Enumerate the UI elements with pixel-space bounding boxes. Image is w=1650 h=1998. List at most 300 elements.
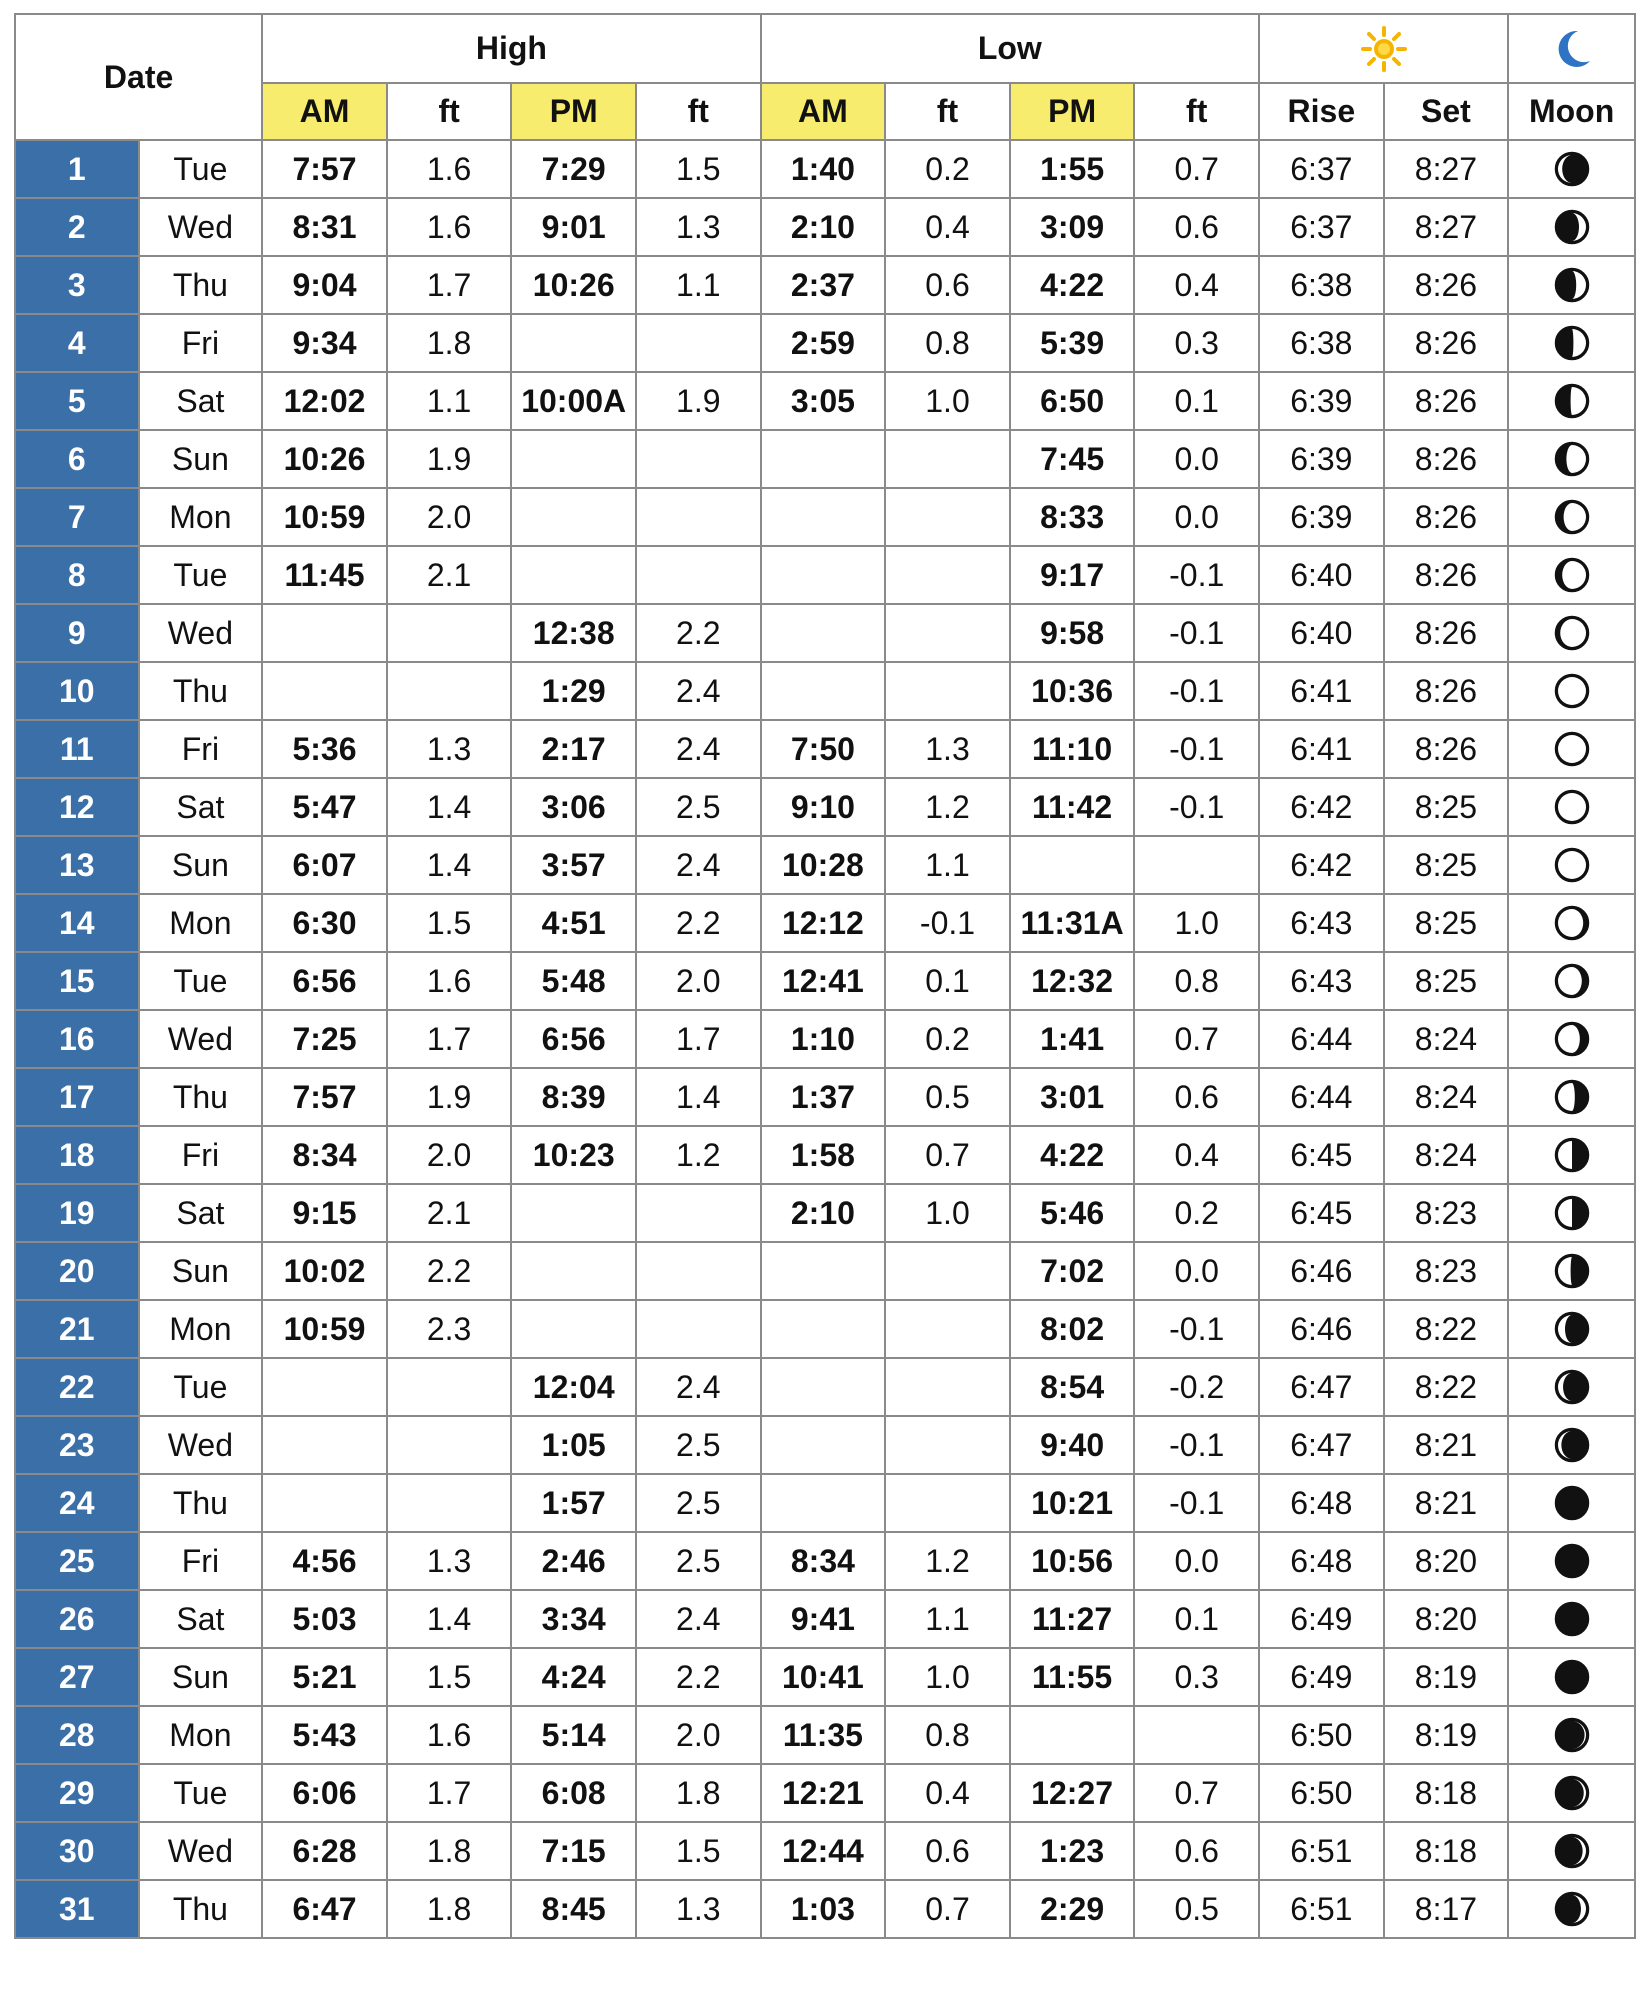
- sunset-time: 8:20: [1384, 1590, 1509, 1648]
- sunset-time: 8:27: [1384, 198, 1509, 256]
- high-am-time: [262, 604, 387, 662]
- low-pm-height: 0.5: [1134, 1880, 1259, 1938]
- low-am-time: 2:10: [761, 198, 886, 256]
- sunrise-time: 6:48: [1259, 1474, 1384, 1532]
- low-am-time: [761, 1300, 886, 1358]
- moon-phase-cell: [1508, 1126, 1635, 1184]
- moon-phase-icon: [1509, 1657, 1634, 1697]
- sunrise-time: 6:41: [1259, 720, 1384, 778]
- low-am-time: 11:35: [761, 1706, 886, 1764]
- high-am-height: 1.6: [387, 140, 512, 198]
- high-am-time: 5:03: [262, 1590, 387, 1648]
- low-am-time: [761, 1416, 886, 1474]
- low-pm-time: [1010, 836, 1135, 894]
- crescent-moon-icon: [1509, 27, 1634, 71]
- weekday: Sat: [139, 778, 263, 836]
- day-number: 27: [15, 1648, 139, 1706]
- moon-phase-cell: [1508, 1184, 1635, 1242]
- low-am-time: 2:37: [761, 256, 886, 314]
- high-pm-time: 1:05: [511, 1416, 636, 1474]
- low-am-height: 0.8: [885, 1706, 1010, 1764]
- low-am-time: 1:10: [761, 1010, 886, 1068]
- sunrise-time: 6:47: [1259, 1358, 1384, 1416]
- sunset-time: 8:26: [1384, 604, 1509, 662]
- high-am-time: 7:25: [262, 1010, 387, 1068]
- low-pm-time: 9:40: [1010, 1416, 1135, 1474]
- sunrise-time: 6:48: [1259, 1532, 1384, 1590]
- low-pm-height: -0.2: [1134, 1358, 1259, 1416]
- low-am-time: 7:50: [761, 720, 886, 778]
- low-pm-height: -0.1: [1134, 778, 1259, 836]
- high-am-height: 1.3: [387, 720, 512, 778]
- low-am-height: [885, 488, 1010, 546]
- low-pm-time: 4:22: [1010, 1126, 1135, 1184]
- low-am-time: [761, 488, 886, 546]
- high-am-height: 1.8: [387, 314, 512, 372]
- day-number: 4: [15, 314, 139, 372]
- low-am-time: 3:05: [761, 372, 886, 430]
- moon-phase-cell: [1508, 952, 1635, 1010]
- high-am-time: 6:30: [262, 894, 387, 952]
- moon-phase-icon: [1509, 149, 1634, 189]
- low-pm-height: -0.1: [1134, 720, 1259, 778]
- high-am-time: 7:57: [262, 1068, 387, 1126]
- table-row: [15, 1300, 1635, 1358]
- high-am-height: [387, 1416, 512, 1474]
- sunrise-time: 6:46: [1259, 1242, 1384, 1300]
- sunrise-time: 6:38: [1259, 256, 1384, 314]
- low-pm-time: 3:09: [1010, 198, 1135, 256]
- high-pm-height: 2.4: [636, 836, 761, 894]
- high-am-time: 7:57: [262, 140, 387, 198]
- high-pm-height: 1.7: [636, 1010, 761, 1068]
- high-pm-height: 2.5: [636, 1416, 761, 1474]
- low-am-height: 1.2: [885, 1532, 1010, 1590]
- high-am-time: 5:36: [262, 720, 387, 778]
- low-pm-height: -0.1: [1134, 546, 1259, 604]
- low-am-time: [761, 430, 886, 488]
- low-header: Low: [761, 14, 1259, 83]
- high-am-height: [387, 662, 512, 720]
- moon-phase-cell: [1508, 662, 1635, 720]
- sunset-time: 8:21: [1384, 1474, 1509, 1532]
- weekday: Sat: [139, 1590, 263, 1648]
- table-row: [15, 1126, 1635, 1184]
- low-am-time: [761, 604, 886, 662]
- high-am-height: 1.3: [387, 1532, 512, 1590]
- weekday: Thu: [139, 662, 263, 720]
- high-am-height: 1.9: [387, 430, 512, 488]
- high-am-height: 1.7: [387, 1010, 512, 1068]
- low-am-height: [885, 1242, 1010, 1300]
- high-am-height: 2.2: [387, 1242, 512, 1300]
- high-am-height: 1.8: [387, 1880, 512, 1938]
- low-pm-time: 12:27: [1010, 1764, 1135, 1822]
- moon-phase-icon: [1509, 1599, 1634, 1639]
- low-am-time: [761, 1242, 886, 1300]
- high-am-height: 2.1: [387, 1184, 512, 1242]
- low-pm-height: [1134, 1706, 1259, 1764]
- sunset-time: 8:24: [1384, 1068, 1509, 1126]
- moon-phase-icon: [1509, 265, 1634, 305]
- low-pm-time: 10:56: [1010, 1532, 1135, 1590]
- moon-phase-cell: [1508, 256, 1635, 314]
- low-am-height: [885, 546, 1010, 604]
- table-row: [15, 604, 1635, 662]
- table-row: [15, 952, 1635, 1010]
- weekday: Thu: [139, 1880, 263, 1938]
- low-pm-time: 8:54: [1010, 1358, 1135, 1416]
- high-am-time: 10:26: [262, 430, 387, 488]
- moon-phase-cell: [1508, 546, 1635, 604]
- moon-phase-icon: [1509, 613, 1634, 653]
- sunrise-time: 6:45: [1259, 1126, 1384, 1184]
- weekday: Fri: [139, 1532, 263, 1590]
- high-am-height: 1.9: [387, 1068, 512, 1126]
- table-row: [15, 1474, 1635, 1532]
- moon-phase-cell: [1508, 140, 1635, 198]
- low-am-height: 0.4: [885, 198, 1010, 256]
- table-row: [15, 1590, 1635, 1648]
- high-am-time: [262, 662, 387, 720]
- high-pm-height: 1.9: [636, 372, 761, 430]
- sunset-time: 8:23: [1384, 1242, 1509, 1300]
- day-number: 23: [15, 1416, 139, 1474]
- low-am-height: 0.4: [885, 1764, 1010, 1822]
- low-am-time: 1:03: [761, 1880, 886, 1938]
- low-pm-height: 1.0: [1134, 894, 1259, 952]
- sunset-time: 8:23: [1384, 1184, 1509, 1242]
- high-pm-height: 2.5: [636, 1532, 761, 1590]
- table-row: [15, 372, 1635, 430]
- high-pm-time: [511, 488, 636, 546]
- moon-phase-cell: [1508, 1416, 1635, 1474]
- high-am-height: 1.5: [387, 1648, 512, 1706]
- low-am-time: 9:10: [761, 778, 886, 836]
- weekday: Fri: [139, 314, 263, 372]
- high-pm-height: [636, 430, 761, 488]
- day-number: 8: [15, 546, 139, 604]
- high-pm-height: 2.4: [636, 662, 761, 720]
- sunrise-time: 6:51: [1259, 1822, 1384, 1880]
- day-number: 3: [15, 256, 139, 314]
- high-am-time: 10:02: [262, 1242, 387, 1300]
- weekday: Mon: [139, 488, 263, 546]
- sunset-time: 8:18: [1384, 1764, 1509, 1822]
- high-pm-height: 2.4: [636, 1590, 761, 1648]
- table-row: [15, 720, 1635, 778]
- sunrise-time: 6:37: [1259, 198, 1384, 256]
- high-am-time: 8:31: [262, 198, 387, 256]
- weekday: Tue: [139, 140, 263, 198]
- sunrise-time: 6:38: [1259, 314, 1384, 372]
- sunset-time: 8:26: [1384, 314, 1509, 372]
- low-am-height: 1.2: [885, 778, 1010, 836]
- moon-phase-icon: [1509, 1773, 1634, 1813]
- high-am-time: [262, 1358, 387, 1416]
- moon-phase-cell: [1508, 488, 1635, 546]
- day-number: 9: [15, 604, 139, 662]
- low-pm-time: 1:23: [1010, 1822, 1135, 1880]
- low-am-height: 0.7: [885, 1880, 1010, 1938]
- sunset-time: 8:25: [1384, 836, 1509, 894]
- high-am-time: 5:47: [262, 778, 387, 836]
- high-am-time: [262, 1416, 387, 1474]
- high-pm-height: 2.2: [636, 894, 761, 952]
- low-am-height: [885, 430, 1010, 488]
- sunrise-time: 6:49: [1259, 1590, 1384, 1648]
- low-pm-header: PM: [1010, 83, 1135, 140]
- day-number: 12: [15, 778, 139, 836]
- sunset-time: 8:26: [1384, 256, 1509, 314]
- weekday: Fri: [139, 720, 263, 778]
- high-pm-time: 8:45: [511, 1880, 636, 1938]
- moon-phase-icon: [1509, 1483, 1634, 1523]
- low-pm-height: 0.1: [1134, 372, 1259, 430]
- moon-phase-cell: [1508, 1822, 1635, 1880]
- low-am-height: [885, 1300, 1010, 1358]
- low-pm-time: 1:55: [1010, 140, 1135, 198]
- low-am-ft-header: ft: [885, 83, 1010, 140]
- day-number: 5: [15, 372, 139, 430]
- day-number: 6: [15, 430, 139, 488]
- weekday: Wed: [139, 1010, 263, 1068]
- day-number: 19: [15, 1184, 139, 1242]
- high-am-height: 1.6: [387, 1706, 512, 1764]
- low-am-height: [885, 1474, 1010, 1532]
- sunrise-time: 6:41: [1259, 662, 1384, 720]
- day-number: 30: [15, 1822, 139, 1880]
- low-pm-time: 2:29: [1010, 1880, 1135, 1938]
- high-am-ft-header: ft: [387, 83, 512, 140]
- high-am-height: 2.0: [387, 1126, 512, 1184]
- high-am-time: 6:06: [262, 1764, 387, 1822]
- low-am-height: [885, 662, 1010, 720]
- high-pm-time: 3:06: [511, 778, 636, 836]
- low-am-height: 1.0: [885, 1184, 1010, 1242]
- low-pm-height: -0.1: [1134, 1474, 1259, 1532]
- high-pm-time: 12:04: [511, 1358, 636, 1416]
- low-pm-time: 11:31A: [1010, 894, 1135, 952]
- sunset-time: 8:26: [1384, 546, 1509, 604]
- high-pm-height: 1.1: [636, 256, 761, 314]
- high-am-height: 2.1: [387, 546, 512, 604]
- table-row: [15, 1416, 1635, 1474]
- high-pm-height: 1.5: [636, 140, 761, 198]
- tide-table: [14, 13, 1636, 1939]
- low-am-time: 1:37: [761, 1068, 886, 1126]
- low-pm-height: -0.1: [1134, 604, 1259, 662]
- low-pm-height: 0.3: [1134, 1648, 1259, 1706]
- moon-phase-icon: [1509, 1193, 1634, 1233]
- high-am-height: 1.4: [387, 836, 512, 894]
- weekday: Mon: [139, 1706, 263, 1764]
- moon-phase-cell: [1508, 836, 1635, 894]
- table-row: [15, 1648, 1635, 1706]
- moon-phase-cell: [1508, 314, 1635, 372]
- moon-phase-icon: [1509, 1425, 1634, 1465]
- day-number: 28: [15, 1706, 139, 1764]
- low-am-height: -0.1: [885, 894, 1010, 952]
- low-pm-ft-header: ft: [1134, 83, 1259, 140]
- high-pm-height: 2.4: [636, 720, 761, 778]
- sunrise-time: 6:46: [1259, 1300, 1384, 1358]
- sunrise-time: 6:39: [1259, 430, 1384, 488]
- table-row: [15, 1184, 1635, 1242]
- table-row: [15, 430, 1635, 488]
- sunrise-time: 6:39: [1259, 372, 1384, 430]
- high-pm-height: [636, 1300, 761, 1358]
- table-row: [15, 836, 1635, 894]
- low-am-height: 1.1: [885, 1590, 1010, 1648]
- low-am-height: [885, 604, 1010, 662]
- low-pm-time: 5:46: [1010, 1184, 1135, 1242]
- low-pm-time: 12:32: [1010, 952, 1135, 1010]
- high-am-time: 6:56: [262, 952, 387, 1010]
- high-pm-height: 1.5: [636, 1822, 761, 1880]
- weekday: Tue: [139, 1764, 263, 1822]
- moon-phase-icon: [1509, 497, 1634, 537]
- moon-phase-cell: [1508, 1068, 1635, 1126]
- high-pm-time: 3:34: [511, 1590, 636, 1648]
- weekday: Mon: [139, 1300, 263, 1358]
- day-number: 14: [15, 894, 139, 952]
- low-pm-height: 0.6: [1134, 198, 1259, 256]
- low-am-height: 0.7: [885, 1126, 1010, 1184]
- low-am-time: 9:41: [761, 1590, 886, 1648]
- high-pm-height: 2.0: [636, 952, 761, 1010]
- weekday: Thu: [139, 1474, 263, 1532]
- moon-phase-cell: [1508, 720, 1635, 778]
- sunset-time: 8:26: [1384, 662, 1509, 720]
- low-pm-time: 5:39: [1010, 314, 1135, 372]
- low-am-time: [761, 546, 886, 604]
- high-pm-time: 10:26: [511, 256, 636, 314]
- day-number: 16: [15, 1010, 139, 1068]
- moon-phase-icon: [1509, 1251, 1634, 1291]
- low-pm-time: 8:02: [1010, 1300, 1135, 1358]
- low-am-height: 1.0: [885, 372, 1010, 430]
- day-number: 13: [15, 836, 139, 894]
- low-am-time: [761, 1358, 886, 1416]
- high-pm-time: 4:51: [511, 894, 636, 952]
- moon-phase-cell: [1508, 778, 1635, 836]
- high-header: High: [262, 14, 760, 83]
- table-row: [15, 1764, 1635, 1822]
- high-pm-time: [511, 1300, 636, 1358]
- low-am-height: 0.8: [885, 314, 1010, 372]
- low-pm-height: 0.1: [1134, 1590, 1259, 1648]
- high-pm-time: 3:57: [511, 836, 636, 894]
- sunset-time: 8:26: [1384, 372, 1509, 430]
- moon-phase-cell: [1508, 198, 1635, 256]
- low-pm-time: 10:21: [1010, 1474, 1135, 1532]
- high-am-height: 1.6: [387, 952, 512, 1010]
- moon-phase-cell: [1508, 430, 1635, 488]
- sunset-time: 8:18: [1384, 1822, 1509, 1880]
- day-number: 31: [15, 1880, 139, 1938]
- table-row: [15, 1880, 1635, 1938]
- low-pm-time: 11:10: [1010, 720, 1135, 778]
- table-row: [15, 314, 1635, 372]
- low-pm-time: 4:22: [1010, 256, 1135, 314]
- moon-phase-cell: [1508, 1706, 1635, 1764]
- day-number: 15: [15, 952, 139, 1010]
- weekday: Sun: [139, 836, 263, 894]
- low-pm-height: 0.0: [1134, 1242, 1259, 1300]
- low-pm-time: 11:27: [1010, 1590, 1135, 1648]
- low-am-time: 1:40: [761, 140, 886, 198]
- day-number: 26: [15, 1590, 139, 1648]
- day-number: 21: [15, 1300, 139, 1358]
- moon-phase-icon: [1509, 787, 1634, 827]
- moon-phase-icon: [1509, 207, 1634, 247]
- low-pm-height: 0.0: [1134, 430, 1259, 488]
- high-pm-height: [636, 488, 761, 546]
- high-pm-height: 2.5: [636, 778, 761, 836]
- high-am-time: 4:56: [262, 1532, 387, 1590]
- low-pm-height: [1134, 836, 1259, 894]
- high-pm-time: 2:17: [511, 720, 636, 778]
- low-am-height: 0.6: [885, 1822, 1010, 1880]
- sunset-time: 8:26: [1384, 720, 1509, 778]
- day-number: 10: [15, 662, 139, 720]
- high-am-time: 9:04: [262, 256, 387, 314]
- date-header: Date: [15, 14, 262, 140]
- sunrise-header: Rise: [1259, 83, 1384, 140]
- tide-table-container: [14, 13, 1636, 1939]
- low-am-time: 10:41: [761, 1648, 886, 1706]
- moon-phase-icon: [1509, 555, 1634, 595]
- moon-phase-icon: [1509, 381, 1634, 421]
- high-pm-time: 7:29: [511, 140, 636, 198]
- sunrise-time: 6:39: [1259, 488, 1384, 546]
- low-am-height: 0.2: [885, 140, 1010, 198]
- low-pm-height: 0.4: [1134, 256, 1259, 314]
- high-am-height: 1.6: [387, 198, 512, 256]
- day-number: 18: [15, 1126, 139, 1184]
- low-pm-time: 3:01: [1010, 1068, 1135, 1126]
- low-am-time: 12:21: [761, 1764, 886, 1822]
- sunset-time: 8:17: [1384, 1880, 1509, 1938]
- moon-phase-icon: [1509, 845, 1634, 885]
- sunrise-time: 6:45: [1259, 1184, 1384, 1242]
- sunrise-time: 6:37: [1259, 140, 1384, 198]
- low-am-time: [761, 1474, 886, 1532]
- low-am-time: 8:34: [761, 1532, 886, 1590]
- weekday: Sun: [139, 430, 263, 488]
- weekday: Thu: [139, 1068, 263, 1126]
- table-row: [15, 198, 1635, 256]
- high-pm-time: 5:14: [511, 1706, 636, 1764]
- high-pm-time: 1:29: [511, 662, 636, 720]
- low-am-height: 0.5: [885, 1068, 1010, 1126]
- low-am-time: 12:12: [761, 894, 886, 952]
- table-row: [15, 1068, 1635, 1126]
- low-pm-time: 8:33: [1010, 488, 1135, 546]
- moon-phase-cell: [1508, 372, 1635, 430]
- sunrise-time: 6:50: [1259, 1764, 1384, 1822]
- day-number: 20: [15, 1242, 139, 1300]
- table-row: [15, 894, 1635, 952]
- high-pm-time: 5:48: [511, 952, 636, 1010]
- high-pm-height: 2.5: [636, 1474, 761, 1532]
- moon-phase-icon: [1509, 439, 1634, 479]
- high-am-time: 5:43: [262, 1706, 387, 1764]
- day-number: 17: [15, 1068, 139, 1126]
- high-am-time: 8:34: [262, 1126, 387, 1184]
- sunset-time: 8:19: [1384, 1706, 1509, 1764]
